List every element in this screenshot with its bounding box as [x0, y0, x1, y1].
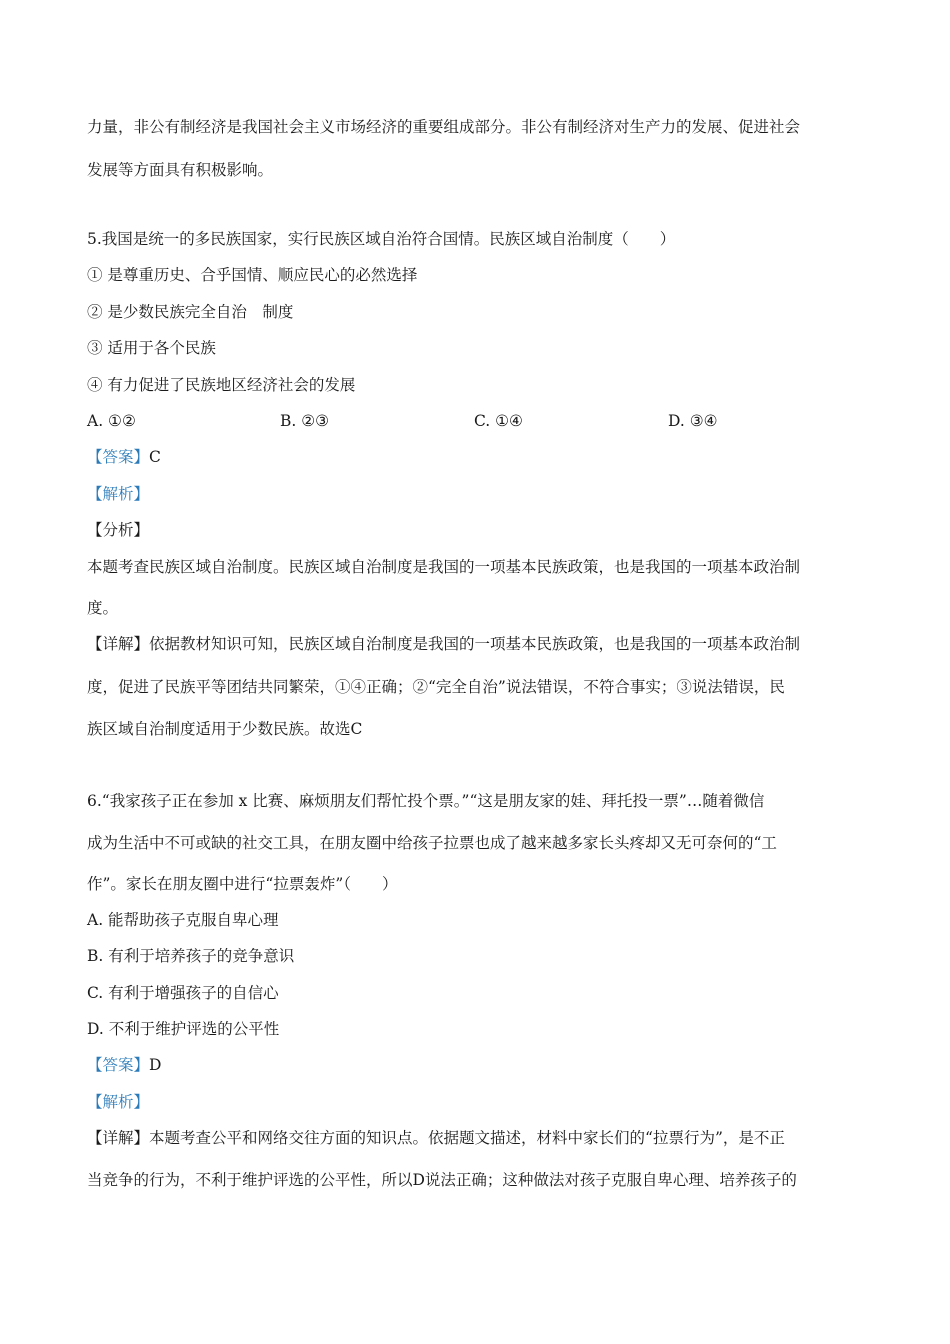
q5-item-3: ③ 适用于各个民族: [87, 339, 216, 357]
q5-detail-tag: 【详解】: [87, 635, 150, 653]
q5-answer: C: [149, 448, 161, 466]
q6-jiexi-tag: 【解析】: [87, 1093, 150, 1111]
q5-option-b: B. ②③: [280, 412, 330, 430]
q5-answer-line: [87, 447, 161, 467]
q5-fenxi-line-1: 本题考查民族区域自治制度。民族区域自治制度是我国的一项基本民族政策，也是我国的一项基本政治制: [87, 558, 801, 576]
q5-answer-tag: 【答案】: [87, 448, 150, 466]
q6-option-d: D. 不利于维护评选的公平性: [87, 1020, 280, 1038]
q6-stem-line-1: 6.“我家孩子正在参加 x 比赛、麻烦朋友们帮忙投个票。”“这是朋友家的娃、拜托投一票”…随着微信: [87, 792, 765, 810]
q5-jiexi-tag: 【解析】: [87, 485, 150, 503]
q5-option-d: D. ③④: [668, 412, 718, 430]
q6-answer-tag: 【答案】: [87, 1056, 150, 1074]
q6-detail-text-1: 本题考查公平和网络交往方面的知识点。依据题文描述，材料中家长们的“拉票行为”，是不正: [149, 1129, 785, 1147]
q5-detail-line-1: [87, 634, 800, 654]
q5-detail-line-2: 度，促进了民族平等团结共同繁荣，①④正确；②“完全自治”说法错误，不符合事实；③说法错误，民: [87, 678, 785, 696]
q5-item-2: ② 是少数民族完全自治 制度: [87, 303, 294, 321]
q5-fenxi-tag: 【分析】: [87, 521, 150, 539]
q6-answer-line: [87, 1055, 161, 1075]
q6-detail-line-1: [87, 1128, 785, 1148]
q5-stem: 5.我国是统一的多民族国家，实行民族区域自治符合国情。民族区域自治制度（ ）: [87, 230, 676, 248]
q6-detail-tag: 【详解】: [87, 1129, 150, 1147]
prev-text-line-1: 力量，非公有制经济是我国社会主义市场经济的重要组成部分。非公有制经济对生产力的发展、促进社会: [87, 118, 801, 136]
q5-detail-text-1: 依据教材知识可知，民族区域自治制度是我国的一项基本民族政策，也是我国的一项基本政治制: [149, 635, 801, 653]
q5-item-4: ④ 有力促进了民族地区经济社会的发展: [87, 376, 356, 394]
q6-option-b: B. 有利于培养孩子的竞争意识: [87, 947, 295, 965]
q5-option-a: A. ①②: [87, 412, 136, 430]
q5-option-c: C. ①④: [474, 412, 523, 430]
q6-stem-line-2: 成为生活中不可或缺的社交工具，在朋友圈中给孩子拉票也成了越来越多家长头疼却又无可奈何的“工: [87, 834, 777, 852]
q5-item-1: ① 是尊重历史、合乎国情、顺应民心的必然选择: [87, 266, 418, 284]
q6-option-a: A. 能帮助孩子克服自卑心理: [87, 911, 279, 929]
q5-fenxi-line-2: 度。: [87, 599, 119, 617]
q6-option-c: C. 有利于增强孩子的自信心: [87, 984, 279, 1002]
q5-detail-line-3: 族区域自治制度适用于少数民族。故选C: [87, 720, 363, 738]
prev-text-line-2: 发展等方面具有积极影响。: [87, 161, 274, 179]
q6-stem-line-3: 作”。家长在朋友圈中进行“拉票轰炸”（ ）: [87, 875, 398, 893]
q6-detail-line-2: 当竞争的行为，不利于维护评选的公平性，所以D说法正确；这种做法对孩子克服自卑心理、培养孩子的: [87, 1171, 797, 1189]
q6-answer: D: [149, 1056, 162, 1074]
